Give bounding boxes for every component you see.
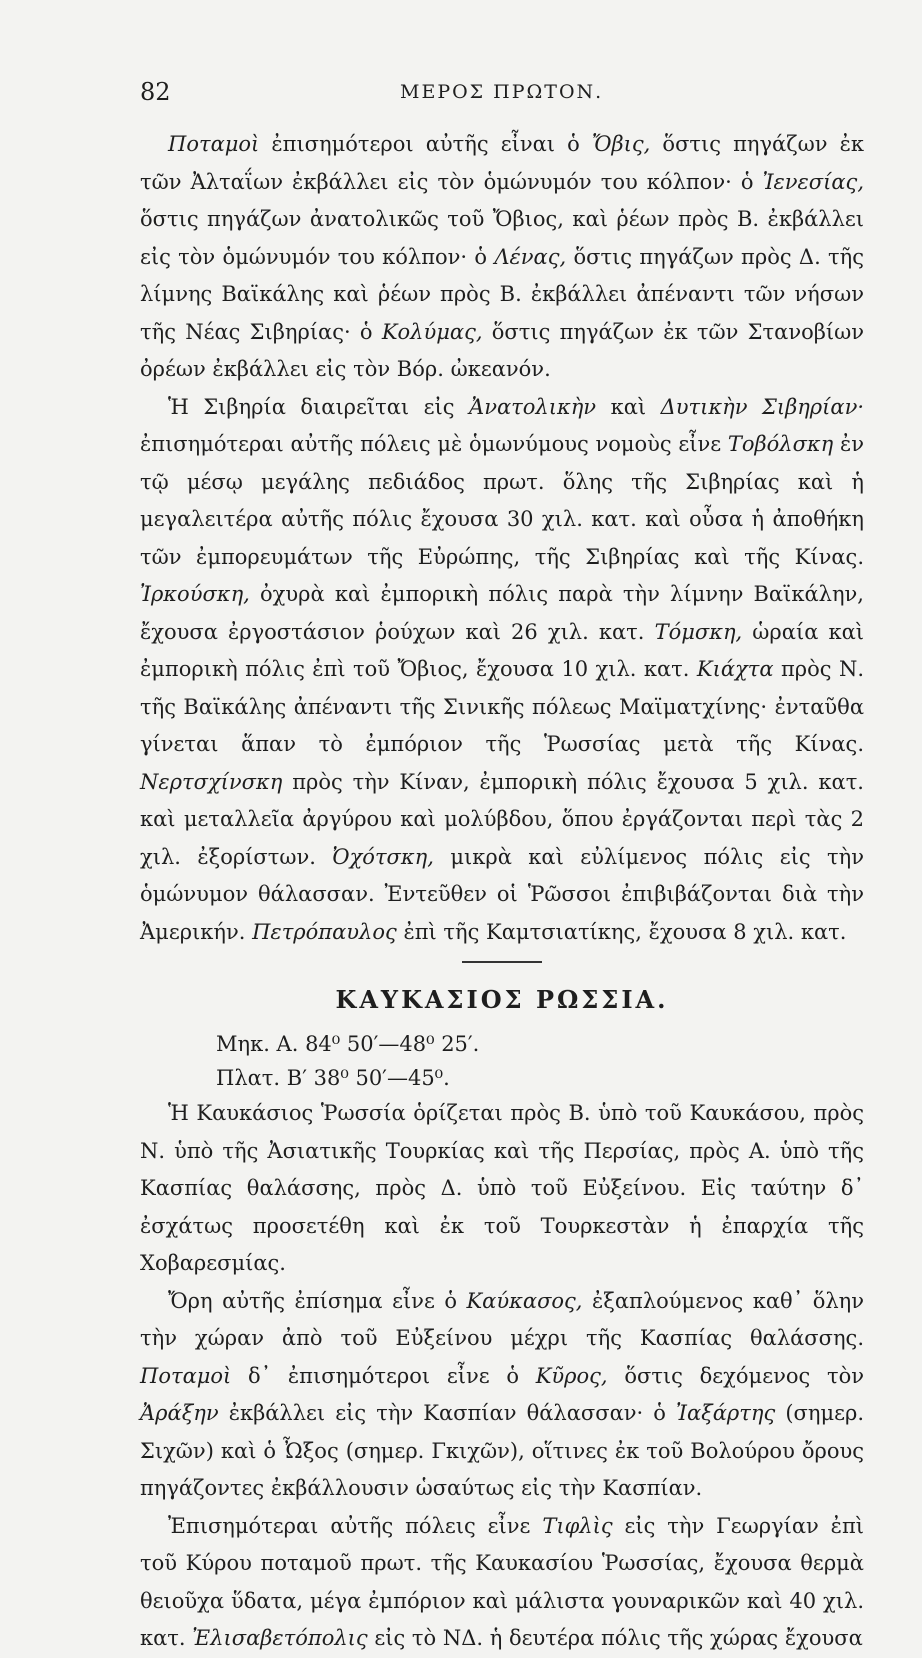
emphasis: Ποταμοὶ [168, 132, 260, 156]
section-divider [462, 961, 542, 963]
text-run: ἐν τῷ μέσῳ μεγάλης πεδιάδος πρωτ. ὅλης τῆς Σιβηρίας καὶ ἡ μεγαλειτέρα αὐτῆς πόλις ἔχουσα 30 χιλ. κατ. καὶ οὖσα ἡ ἀποθήκη τῶν ἐμπορευμάτων τῆς Εὐρώπης, τῆς Σιβηρίας καὶ τῆς Κίνας. [140, 432, 864, 569]
text-run: ἐκβάλλει εἰς τὴν Κασπίαν θάλασσαν· ὁ [218, 1401, 677, 1425]
emphasis: Τιφλὶς [542, 1513, 613, 1538]
latitude-line: Πλατ. Β′ 38⁰ 50′—45⁰. [216, 1066, 450, 1090]
paragraph-mountains-rivers [140, 1283, 864, 1508]
emphasis: Πετρόπαυλος [252, 919, 397, 944]
text-run: ὅστις πηγάζων ἐκ τῶν Ἀλταΐων ἐκβάλλει εἰς τὸν ὁμώνυμόν του κόλπον· ὁ [140, 132, 864, 194]
text-run: ἐπισημότεραι αὐτῆς πόλεις μὲ ὁμωνύμους νομοὺς εἶνε [140, 432, 728, 456]
emphasis: Κολύμας, [381, 319, 483, 344]
text-run: εἰς τὴν Γεωργίαν ἐπὶ τοῦ Κύρου ποταμοῦ πρωτ. τῆς Καυκασίου Ῥωσσίας, ἔχουσα θερμὰ θειοῦχα ὕδατα, μέγα ἐμπόριον καὶ μάλιστα γουναρικῶν καὶ 40 χιλ. κατ. [140, 1513, 864, 1650]
section-title: ΚΑΥΚΑΣΙΟΣ ΡΩΣΣΙΑ. [335, 985, 669, 1014]
paragraph-rivers-siberia [140, 126, 864, 389]
text-run: Ἡ Σιβηρία διαιρεῖται εἰς [168, 394, 470, 419]
text-run: ὡραία καὶ ἐμπορικὴ πόλις ἐπὶ τοῦ Ὄβιος, ἔχουσα 10 χιλ. κατ. [140, 619, 864, 681]
text-run: ὅστις δεχόμενος τὸν [607, 1363, 865, 1388]
text-run: ὀχυρὰ καὶ ἐμπορικὴ πόλις παρὰ τὴν λίμνην Βαϊκάλην, ἔχουσα ἐργοστάσιον ῥούχων καὶ 26 χιλ. κατ. [140, 582, 864, 644]
emphasis: Νερτσχίνσκη [140, 769, 283, 794]
emphasis: Ποταμοὶ [140, 1363, 232, 1388]
text-run: Ἡ Καυκάσιος Ῥωσσία ὁρίζεται πρὸς Β. ὑπὸ τοῦ Καυκάσου, πρὸς Ν. ὑπὸ τῆς Ἀσιατικῆς Τουρκίας καὶ τῆς Περσίας, πρὸς Α. ὑπὸ τῆς Κασπίας θαλάσσης, πρὸς Δ. ὑπὸ τοῦ Εὐξείνου. Εἰς ταύτην δ᾽ ἐσχάτως προσετέθη καὶ ἐκ τοῦ Τουρκεστὰν ἡ ἐπαρχία τῆς Χοβαρεσμίας. [140, 1101, 864, 1275]
emphasis: Καύκασος, [466, 1288, 583, 1313]
longitude-line: Μηκ. Α. 84⁰ 50′—48⁰ 25′. [216, 1032, 480, 1056]
text-run: ὅστις πηγάζων ἀνατολικῶς τοῦ Ὄβιος, καὶ ῥέων πρὸς Β. ἐκβάλλει εἰς τὸν ὁμώνυμόν του κόλπον· ὁ [140, 207, 864, 269]
emphasis: Δυτικὴν Σιβηρίαν· [660, 394, 865, 419]
text-run: Ἐπισημότεραι αὐτῆς πόλεις εἶνε [168, 1513, 543, 1538]
text-run: ἐξαπλούμενος καθ᾽ ὅλην τὴν χώραν ἀπὸ τοῦ Εὐξείνου μέχρι τῆς Κασπίας θαλάσσης. [140, 1288, 864, 1350]
emphasis: Ἀνατολικὴν [469, 394, 597, 419]
emphasis: Ἰενεσίας, [762, 169, 864, 194]
paragraph-cities-siberia [140, 389, 864, 952]
page-body [140, 126, 864, 1658]
emphasis: Λένας, [494, 244, 567, 269]
text-run: πρὸς τὴν Κίναν, ἐμπορικὴ πόλις ἔχουσα 5 χιλ. κατ. καὶ μεταλλεῖα ἀργύρου καὶ μολύβδου, ὅπου ἐργάζονται περὶ τὰς 2 χιλ. ἐξορίστων. [140, 769, 864, 869]
emphasis: Τόμσκη, [654, 619, 743, 644]
running-head: ΜΕΡΟΣ ΠΡΩΤΟΝ. [400, 81, 604, 103]
text-run: ὅστις πηγάζων ἐκ τῶν Στανοβίων ὀρέων ἐκβάλλει εἰς τὸν Βόρ. ὠκεανόν. [140, 319, 864, 381]
page-header [140, 78, 860, 112]
emphasis: Ἀράξην [140, 1401, 219, 1425]
paragraph-borders-caucasus [140, 1095, 864, 1283]
emphasis: Ἐλισαβετόπολις [192, 1626, 368, 1650]
emphasis: Ἰρκούσκη, [140, 582, 250, 606]
text-run: καὶ [596, 394, 661, 419]
emphasis: Τοβόλσκη [727, 432, 834, 456]
text-run: (σημερ. Σιχῶν) καὶ ὁ Ὦξος (σημερ. Γκιχῶν), οἵτινες ἐκ τοῦ Βολούρου ὄρους πηγάζοντες ἐκβάλλουσιν ὡσαύτως εἰς τὴν Κασπίαν. [140, 1401, 864, 1500]
text-run: ὅστις πηγάζων πρὸς Δ. τῆς λίμνης Βαϊκάλης καὶ ῥέων πρὸς Β. ἐκβάλλει ἀπέναντι τῶν νήσων τῆς Νέας Σιβηρίας· ὁ [140, 244, 864, 344]
emphasis: Ἰαξάρτης [676, 1401, 776, 1425]
text-run: Ὄρη αὐτῆς ἐπίσημα εἶνε ὁ [168, 1288, 467, 1313]
text-run: εἰς τὸ ΝΔ. ἡ δευτέρα πόλις τῆς χώρας ἔχουσα [367, 1626, 863, 1650]
text-run: ἐπισημότεροι αὐτῆς εἶναι ὁ [259, 132, 592, 156]
text-run: πρὸς Ν. τῆς Βαϊκάλης ἀπέναντι τῆς Σινικῆς πόλεως Μαϊματχίνης· ἐνταῦθα γίνεται ἅπαν τὸ ἐμπόριον τῆς Ῥωσσίας μετὰ τῆς Κίνας. [140, 657, 865, 756]
text-run: μικρὰ καὶ εὐλίμενος πόλις εἰς τὴν ὁμώνυμον θάλασσαν. Ἐντεῦθεν οἱ Ῥῶσσοι ἐπιβιβάζονται διὰ τὴν Ἀμερικήν. [140, 844, 864, 944]
page-number: 82 [140, 78, 171, 106]
text-run: ἐπὶ τῆς Καμτσιατίκης, ἔχουσα 8 χιλ. κατ. [396, 919, 847, 944]
emphasis: Ὄβις, [591, 132, 651, 156]
emphasis: Κιάχτα [696, 657, 774, 681]
paragraph-cities-caucasus [140, 1508, 864, 1658]
text-run: δ᾽ ἐπισημότεροι εἶνε ὁ [231, 1363, 536, 1388]
emphasis: Κῦρος, [535, 1363, 608, 1388]
emphasis: Ὀχότσκη, [332, 844, 434, 869]
